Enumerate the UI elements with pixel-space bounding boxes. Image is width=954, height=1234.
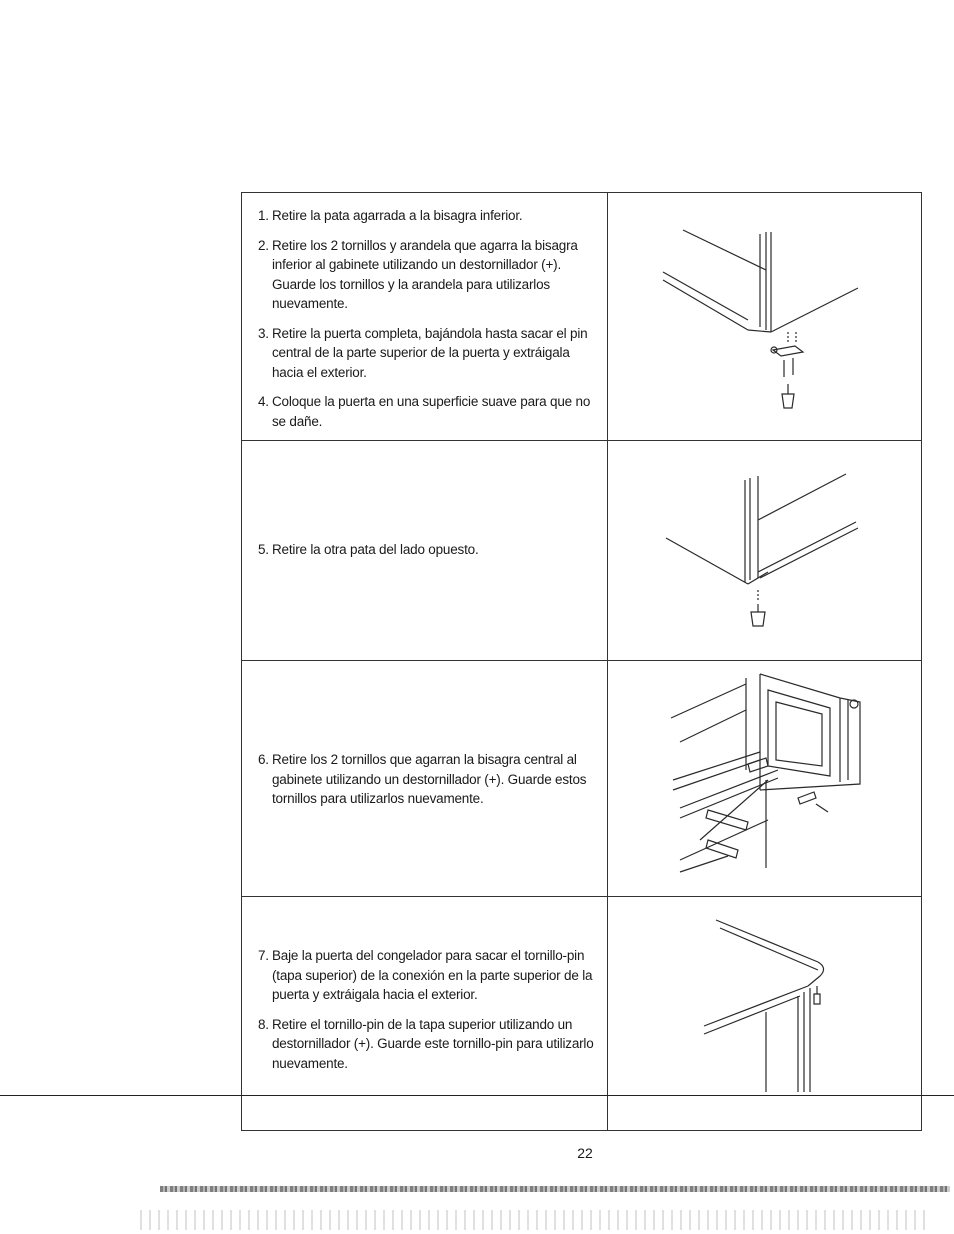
step-item: 5. Retire la otra pata del lado opuesto. <box>258 542 479 557</box>
step-item: 6. Retire los 2 tornillos que agarran la bisagra central al gabinete utilizando un destornillador (+). Guarde estos tornillos para utilizarlos nuevamente. <box>258 752 587 806</box>
step-item: 2. Retire los 2 tornillos y arandela que agarra la bisagra inferior al gabinete utilizando un destornillador (+). Guarde los tornillos y la arandela para utilizarlos nuevamente. <box>258 237 578 311</box>
center-hinge-illustration <box>608 660 923 896</box>
step-list <box>258 750 598 819</box>
scan-artifact-strip <box>160 1186 950 1192</box>
leg-removal-illustration <box>608 440 923 660</box>
illustration-cell <box>607 192 922 440</box>
step-item: 3. Retire la puerta completa, bajándola hasta sacar el pin central de la parte superior de la puerta y extráigala hacia el exterior. <box>258 325 588 380</box>
bottom-rule <box>0 1095 954 1096</box>
illustration-cell <box>607 440 922 660</box>
instruction-text-cell <box>241 440 607 660</box>
page-number: 22 <box>577 1145 593 1161</box>
instruction-row-1 <box>241 192 922 440</box>
table-border-bottom <box>241 1130 922 1131</box>
step-item: 7. Baje la puerta del congelador para sacar el tornillo-pin (tapa superior) de la conexión en la parte superior de la puerta y extráigala hacia el exterior. <box>258 948 593 1002</box>
step-list <box>258 946 598 1083</box>
table-border-top <box>241 192 922 193</box>
instruction-text-cell <box>241 660 607 896</box>
step-list <box>258 540 598 570</box>
illustration-cell <box>607 660 922 896</box>
scan-artifact-noise <box>140 1210 930 1230</box>
instruction-text-cell <box>241 192 607 440</box>
instruction-row-3 <box>241 660 922 896</box>
step-item: 8. Retire el tornillo-pin de la tapa superior utilizando un destornillador (+). Guarde este tornillo-pin para utilizarlo nuevamente. <box>258 1016 594 1071</box>
instruction-table <box>241 192 922 1130</box>
instruction-row-2 <box>241 440 922 660</box>
step-item: 1. Retire la pata agarrada a la bisagra inferior. <box>258 208 523 223</box>
step-item: 4. Coloque la puerta en una superficie suave para que no se dañe. <box>258 394 591 429</box>
step-list <box>258 206 598 441</box>
lower-hinge-illustration <box>608 192 923 440</box>
